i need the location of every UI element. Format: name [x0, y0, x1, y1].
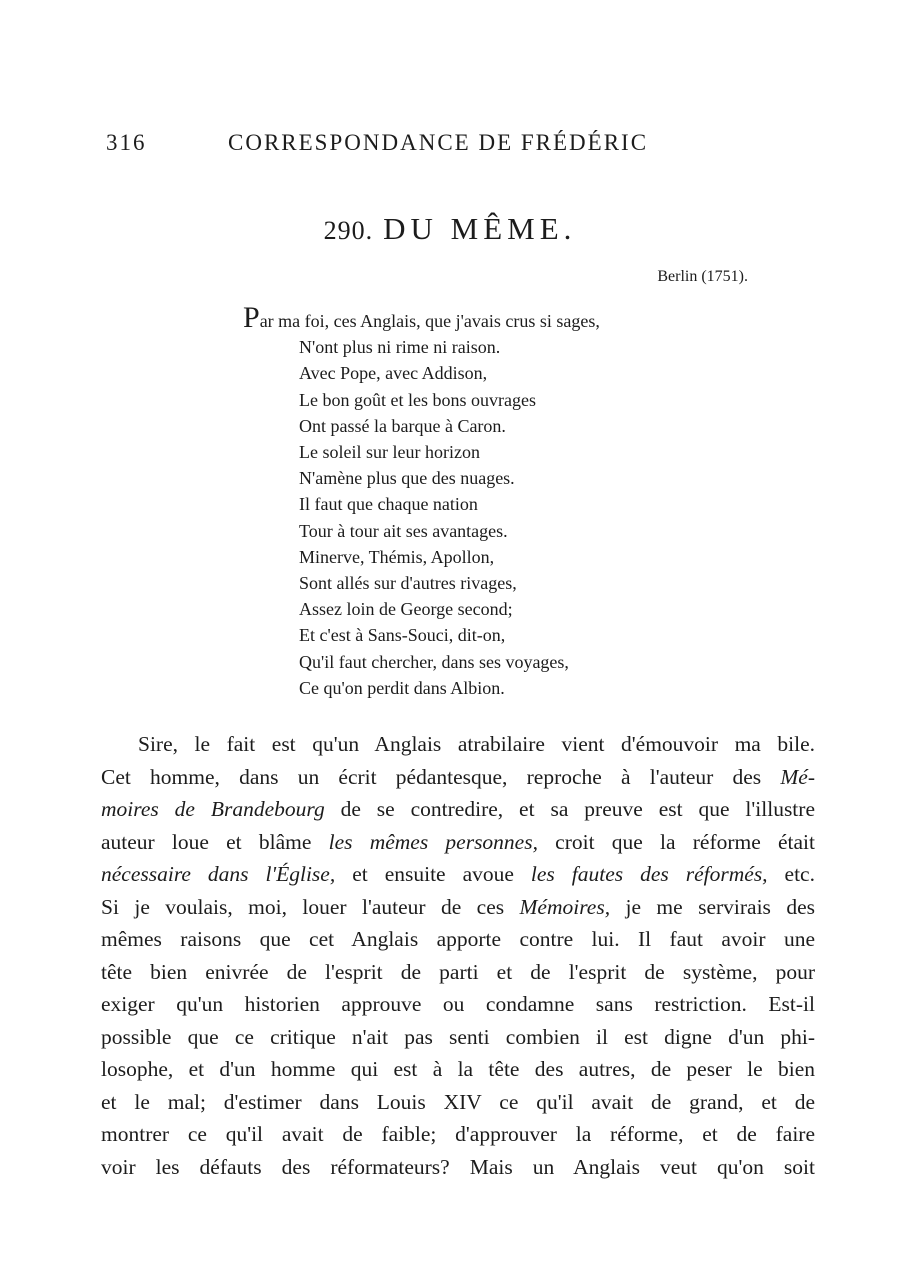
prose-line: losophe, et d'un homme qui est à la tête des autres, de peser le bien	[101, 1057, 815, 1081]
prose-text: Cet homme, dans un écrit pédantesque, reproche à l'auteur des	[101, 764, 781, 789]
prose-line: montrer ce qu'il avait de faible; d'approuver la réforme, et de faire	[101, 1122, 815, 1146]
poem-line: N'amène plus que des nuages.	[299, 468, 515, 489]
prose-text: de se contredire, et sa preuve est que l'illustre	[324, 797, 815, 821]
poem	[243, 301, 703, 701]
poem-line: Assez loin de George second;	[299, 599, 513, 620]
prose-line: Sire, le fait est qu'un Anglais atrabilaire vient d'émouvoir ma bile.	[138, 732, 815, 756]
prose-text: croit que la réforme était	[537, 829, 815, 854]
italic-text: Mé-	[780, 764, 815, 789]
prose-line: tête bien enivrée de l'esprit de parti et de l'esprit de système, pour	[101, 959, 815, 984]
prose-line	[101, 826, 815, 859]
prose-text: je me servirais des	[610, 894, 815, 919]
poem-line: Le soleil sur leur horizon	[299, 442, 480, 463]
poem-line: Avec Pope, avec Addison,	[299, 363, 488, 384]
poem-line: Ce qu'on perdit dans Albion.	[299, 677, 505, 698]
poem-line-text: ar ma foi, ces Anglais, que j'avais crus si sages,	[259, 311, 600, 331]
poem-line: Minerve, Thémis, Apollon,	[299, 546, 495, 567]
prose-text: etc.	[767, 862, 815, 886]
poem-line: Qu'il faut chercher, dans ses voyages,	[299, 651, 569, 672]
prose-line	[101, 891, 815, 924]
poem-line	[243, 301, 703, 334]
prose-text: et ensuite avoue	[335, 862, 531, 886]
poem-line: Tour à tour ait ses avantages.	[299, 520, 508, 541]
letter-body	[101, 728, 815, 1183]
drop-cap: P	[243, 301, 260, 334]
prose-line: mêmes raisons que cet Anglais apporte contre lui. Il faut avoir une	[101, 927, 815, 951]
poem-line: N'ont plus ni rime ni raison.	[299, 337, 501, 358]
italic-text: Mémoires,	[519, 894, 611, 919]
page-number: 316	[106, 130, 147, 155]
book-title: CORRESPONDANCE DE FRÉDÉRIC	[228, 130, 649, 155]
prose-line: possible que ce critique n'ait pas senti combien il est digne d'un phi-	[101, 1024, 815, 1049]
poem-line: Il faut que chaque nation	[299, 494, 478, 515]
letter-heading	[0, 211, 900, 247]
prose-line: voir les défauts des réformateurs? Mais un Anglais veut qu'on soit	[101, 1154, 815, 1179]
italic-text: moires de Brandebourg	[101, 797, 325, 821]
prose-line: et le mal; d'estimer dans Louis XIV ce qu'il avait de grand, et de	[101, 1089, 815, 1114]
poem-line: Et c'est à Sans-Souci, dit-on,	[299, 625, 506, 646]
prose-text: auteur loue et blâme	[101, 829, 329, 854]
prose-line	[101, 793, 815, 826]
place-date: Berlin (1751).	[657, 268, 748, 285]
italic-text: les fautes des réformés,	[530, 862, 768, 886]
poem-line: Ont passé la barque à Caron.	[299, 415, 506, 436]
letter-number: 290.	[323, 216, 374, 245]
prose-line: exiger qu'un historien approuve ou condamne sans restriction. Est-il	[101, 992, 815, 1016]
prose-text: Si je voulais, moi, louer l'auteur de ces	[101, 894, 520, 919]
prose-line	[101, 761, 815, 794]
letter-title: DU MÊME.	[383, 211, 577, 246]
poem-line: Le bon goût et les bons ouvrages	[299, 389, 536, 410]
italic-text: nécessaire dans l'Église,	[101, 862, 336, 886]
prose-line	[101, 858, 815, 891]
italic-text: les mêmes personnes,	[328, 829, 538, 854]
poem-line: Sont allés sur d'autres rivages,	[299, 573, 517, 594]
